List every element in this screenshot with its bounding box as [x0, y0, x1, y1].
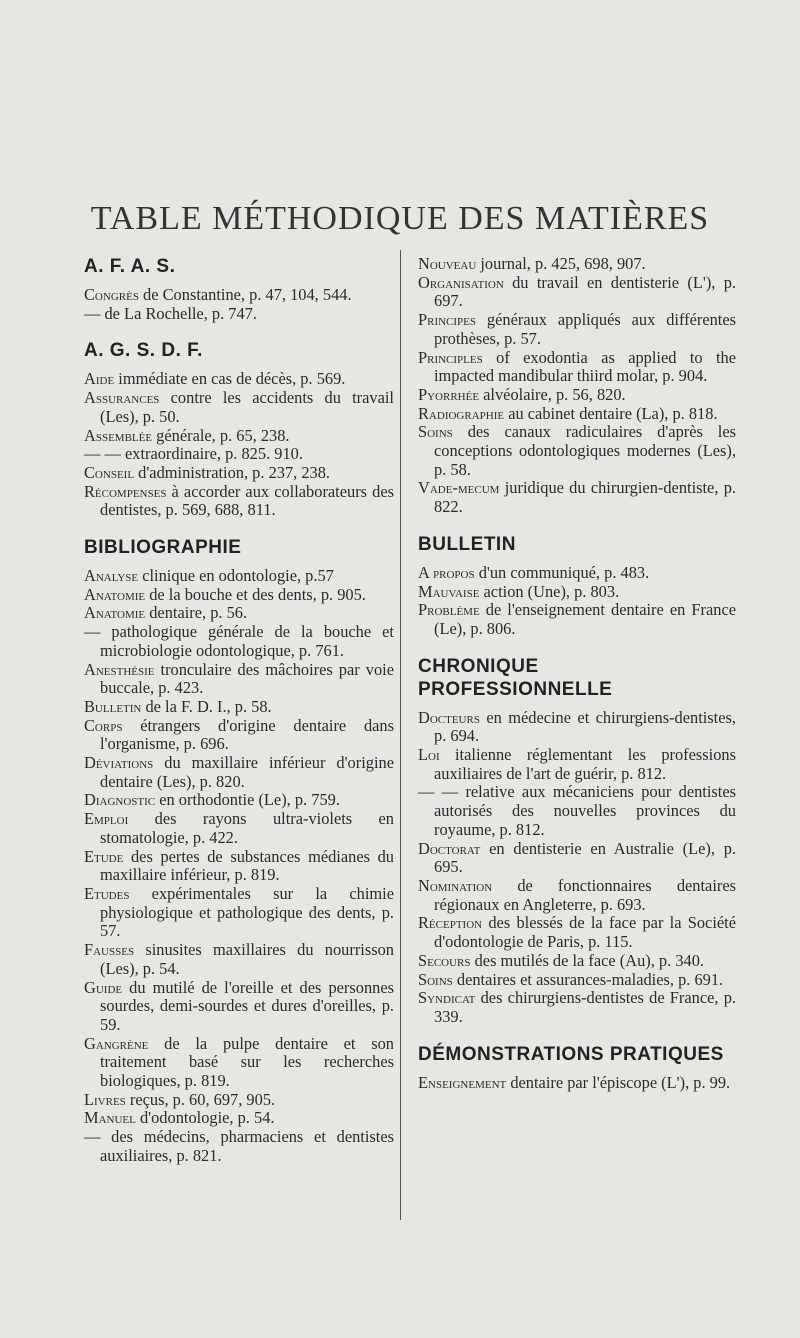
entry-keyword: Guide — [84, 977, 123, 997]
entry-text: italienne réglementant les professions auxiliaires de l'art de guérir, p. 812. — [434, 745, 736, 783]
entry-keyword: Soins — [418, 422, 453, 442]
entry-text: étrangers d'origine dentaire dans l'organisme, p. 696. — [100, 715, 394, 754]
index-entry — [418, 583, 736, 602]
section-heading: BIBLIOGRAPHIE — [84, 537, 242, 559]
entry-keyword: Mauvaise — [418, 581, 480, 601]
section-heading: CHRONIQUE PROFESSIONNELLE — [418, 655, 613, 700]
index-entry — [84, 604, 394, 623]
index-entry — [418, 405, 736, 424]
entry-keyword: Gangrène — [84, 1033, 149, 1053]
entry-text: des chirurgiens-dentistes de France, p. 339. — [434, 988, 736, 1026]
entry-keyword: Congrès — [84, 285, 139, 304]
entry-keyword: Doctorat — [418, 838, 481, 858]
entry-keyword: Assemblée — [84, 425, 153, 445]
left-column — [84, 255, 394, 1166]
entry-text: à accorder aux collaborateurs des dentistes, p. 569, 688, 811. — [100, 481, 394, 520]
entry-text: alvéolaire, p. 56, 820. — [479, 384, 626, 404]
index-entry — [84, 810, 394, 847]
entry-text: des pertes de substances médianes du maxillaire inférieur, p. 819. — [100, 846, 394, 885]
entry-keyword: Principles — [418, 347, 483, 367]
index-entry — [84, 286, 394, 305]
entry-text: expérimentales sur la chimie physiologique et pathologique des dents, p. 57. — [100, 883, 394, 941]
entry-text: du travail en dentisterie (L'), p. 697. — [434, 272, 736, 311]
index-entry — [84, 370, 394, 389]
entry-text: — des médecins, pharmaciens et dentistes auxiliaires, p. 821. — [84, 1127, 394, 1165]
entry-keyword: Pyorrhée — [418, 384, 480, 404]
entry-keyword: Nouveau — [418, 254, 477, 273]
index-entry — [84, 305, 394, 324]
entry-text: des mutilés de la face (Au), p. 340. — [470, 950, 705, 970]
index-entry — [418, 914, 736, 951]
entry-text: au cabinet dentaire (La), p. 818. — [504, 403, 718, 423]
entry-text: immédiate en cas de décès, p. 569. — [114, 369, 346, 389]
index-entry — [84, 698, 394, 717]
entry-text: — — extraordinaire, p. 825. 910. — [84, 444, 303, 464]
entry-text: reçus, p. 60, 697, 905. — [125, 1089, 276, 1109]
entry-keyword: Radiographie — [418, 403, 505, 423]
index-entry — [84, 979, 394, 1035]
entry-keyword: Réception — [418, 913, 483, 933]
entry-keyword: Bulletin — [84, 696, 142, 716]
entry-keyword: Assurances — [84, 388, 160, 408]
index-entry — [418, 746, 736, 783]
index-entry — [418, 423, 736, 479]
entry-text: journal, p. 425, 698, 907. — [476, 254, 646, 273]
index-entry — [84, 754, 394, 791]
entry-keyword: Loi — [418, 745, 440, 765]
index-entry — [84, 483, 394, 520]
index-entry — [418, 479, 736, 516]
index-entry — [84, 389, 394, 426]
entry-keyword: Déviations — [84, 753, 154, 773]
entry-text: en orthodontie (Le), p. 759. — [155, 790, 340, 810]
entry-keyword: Soins — [418, 969, 453, 989]
index-entry — [84, 791, 394, 810]
section-heading: A. G. S. D. F. — [84, 340, 203, 362]
index-entry — [418, 709, 736, 746]
entry-text: — pathologique générale de la bouche et microbiologie odontologique, p. 761. — [84, 622, 394, 660]
entry-keyword: Nomination — [418, 875, 493, 895]
index-entry — [418, 952, 736, 971]
entry-keyword: Aide — [84, 369, 115, 389]
entry-keyword: Organisation — [418, 272, 504, 292]
index-entry — [418, 564, 736, 583]
entry-text: en médecine et chirurgiens-dentistes, p. 694. — [434, 707, 736, 746]
entry-text: dentaire, p. 56. — [145, 603, 248, 623]
index-entry — [84, 427, 394, 446]
entry-text: of exodontia as applied to the impacted mandibular thiird molar, p. 904. — [434, 347, 736, 386]
index-entry — [84, 661, 394, 698]
entry-keyword: Vade-mecum — [418, 478, 500, 498]
entry-keyword: Manuel — [84, 1108, 136, 1128]
entry-text: — — relative aux mécaniciens pour dentistes autorisés des nouvelles provinces du royaume, p. 812. — [418, 782, 736, 839]
index-entry — [84, 586, 394, 605]
entry-text: d'administration, p. 237, 238. — [134, 462, 331, 482]
index-entry — [84, 623, 394, 660]
entry-keyword: Récompenses — [84, 481, 167, 501]
entry-text: du maxillaire inférieur d'origine dentaire (Les), p. 820. — [100, 753, 394, 791]
index-entry — [84, 941, 394, 978]
entry-keyword: Corps — [84, 715, 123, 735]
entry-keyword: A propos — [418, 562, 475, 582]
index-entry — [418, 386, 736, 405]
entry-text: d'un communiqué, p. 483. — [474, 562, 650, 582]
section-heading: DÉMONSTRATIONS PRATIQUES — [418, 1043, 724, 1065]
entry-text: de Constantine, p. 47, 104, 544. — [138, 285, 352, 304]
entry-keyword: Secours — [418, 950, 471, 970]
entry-text: tronculaire des mâchoires par voie buccale, p. 423. — [100, 659, 394, 698]
entry-text: de la pulpe dentaire et son traitement basé sur les recherches biologiques, p. 819. — [100, 1033, 394, 1091]
index-entry — [418, 274, 736, 311]
index-entry — [84, 717, 394, 754]
section-heading: BULLETIN — [418, 533, 516, 555]
column-divider — [400, 250, 401, 1220]
index-entry — [84, 1109, 394, 1128]
entry-keyword: Enseignement — [418, 1072, 507, 1092]
entry-text: sinusites maxillaires du nourrisson (Les), p. 54. — [100, 940, 394, 978]
entry-keyword: Livres — [84, 1089, 126, 1109]
entry-text: juridique du chirurgien-dentiste, p. 822. — [434, 478, 736, 517]
entry-text: — de La Rochelle, p. 747. — [84, 303, 257, 323]
index-entry — [84, 445, 394, 464]
index-entry — [418, 877, 736, 914]
entry-text: du mutilé de l'oreille et des personnes sourdes, demi-sourdes et dures d'oreilles, p. 59. — [100, 977, 394, 1034]
index-entry — [84, 1128, 394, 1165]
entry-text: action (Une), p. 803. — [479, 581, 620, 601]
entry-keyword: Analyse — [84, 566, 139, 586]
right-column — [418, 255, 736, 1092]
entry-keyword: Anesthésie — [84, 659, 155, 679]
entry-text: dentaires et assurances-maladies, p. 691. — [452, 969, 724, 989]
entry-keyword: Conseil — [84, 462, 135, 482]
entry-text: de la F. D. I., p. 58. — [141, 696, 272, 716]
index-entry — [418, 1074, 736, 1093]
entry-text: contre les accidents du travail (Les), p. 50. — [100, 388, 394, 426]
entry-keyword: Etudes — [84, 883, 130, 903]
entry-text: des rayons ultra-violets en stomatologie, p. 422. — [100, 809, 394, 847]
index-entry — [84, 885, 394, 941]
entry-keyword: Anatomie — [84, 584, 146, 604]
entry-keyword: Docteurs — [418, 707, 480, 727]
entry-text: des blessés de la face par la Société d'odontologie de Paris, p. 115. — [434, 913, 736, 952]
entry-keyword: Problème — [418, 600, 480, 620]
index-entry — [418, 601, 736, 638]
index-entry — [84, 1035, 394, 1091]
entry-text: en dentisterie en Australie (Le), p. 695. — [434, 838, 736, 877]
entry-text: d'odontologie, p. 54. — [135, 1108, 275, 1128]
entry-text: des canaux radiculaires d'après les conceptions odontologiques modernes (Les), p. 58. — [434, 422, 736, 479]
section-heading: A. F. A. S. — [84, 256, 176, 277]
entry-text: généraux appliqués aux différentes prothèses, p. 57. — [434, 310, 736, 348]
index-entry — [418, 349, 736, 386]
entry-keyword: Anatomie — [84, 603, 146, 623]
entry-text: de la bouche et des dents, p. 905. — [145, 584, 366, 604]
entry-text: dentaire par l'épiscope (L'), p. 99. — [506, 1072, 731, 1092]
entry-keyword: Syndicat — [418, 988, 476, 1008]
entry-keyword: Fausses — [84, 940, 135, 960]
index-entry — [84, 567, 394, 586]
entry-text: générale, p. 65, 238. — [152, 425, 290, 445]
index-entry — [418, 255, 736, 274]
page-title: TABLE MÉTHODIQUE DES MATIÈRES — [90, 200, 710, 237]
entry-keyword: Principes — [418, 310, 477, 330]
entry-keyword: Etude — [84, 846, 124, 866]
index-entry — [84, 464, 394, 483]
index-entry — [84, 848, 394, 885]
index-entry — [418, 311, 736, 348]
index-entry — [418, 840, 736, 877]
index-entry — [418, 971, 736, 990]
entry-keyword: Emploi — [84, 809, 129, 829]
entry-text: de l'enseignement dentaire en France (Le), p. 806. — [434, 600, 736, 638]
index-entry — [418, 989, 736, 1026]
entry-text: clinique en odontologie, p.57 — [138, 566, 334, 586]
entry-keyword: Diagnostic — [84, 790, 156, 810]
entry-text: de fonctionnaires dentaires régionaux en Angleterre, p. 693. — [434, 875, 736, 914]
index-entry — [84, 1091, 394, 1110]
index-entry — [418, 783, 736, 839]
